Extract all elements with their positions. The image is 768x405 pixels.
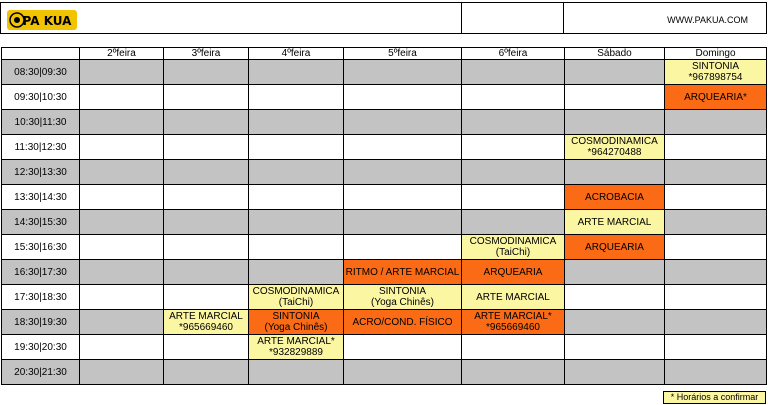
pakua-logo bbox=[7, 10, 77, 30]
empty-cell bbox=[344, 235, 462, 260]
time-slot: 19:30|20:30 bbox=[2, 335, 80, 360]
empty-cell bbox=[665, 335, 767, 360]
empty-cell bbox=[249, 235, 344, 260]
empty-cell bbox=[249, 60, 344, 85]
empty-cell bbox=[249, 260, 344, 285]
class-cell: ARTE MARCIAL *965669460 bbox=[164, 310, 249, 335]
time-slot: 17:30|18:30 bbox=[2, 285, 80, 310]
time-row bbox=[2, 260, 767, 285]
header-bar bbox=[0, 2, 768, 35]
time-slot: 12:30|13:30 bbox=[2, 160, 80, 185]
empty-cell bbox=[565, 285, 665, 310]
day-header: 6ºfeira bbox=[462, 48, 565, 60]
empty-cell bbox=[80, 335, 164, 360]
empty-cell bbox=[665, 310, 767, 335]
empty-cell bbox=[80, 135, 164, 160]
class-cell: SINTONIA *967898754 bbox=[665, 60, 767, 85]
empty-cell bbox=[665, 285, 767, 310]
empty-cell bbox=[462, 160, 565, 185]
empty-cell bbox=[164, 360, 249, 385]
empty-cell bbox=[665, 185, 767, 210]
time-slot: 15:30|16:30 bbox=[2, 235, 80, 260]
class-cell: COSMODINAMICA *964270488 bbox=[565, 135, 665, 160]
empty-cell bbox=[80, 260, 164, 285]
class-cell: ARQUEARIA bbox=[462, 260, 565, 285]
empty-cell bbox=[164, 210, 249, 235]
day-header: 3ºfeira bbox=[164, 48, 249, 60]
empty-cell bbox=[665, 260, 767, 285]
empty-cell bbox=[462, 360, 565, 385]
empty-cell bbox=[249, 185, 344, 210]
schedule-table bbox=[1, 47, 767, 385]
empty-cell bbox=[164, 260, 249, 285]
class-cell: ARTE MARCIAL* *965669460 bbox=[462, 310, 565, 335]
empty-cell bbox=[249, 360, 344, 385]
time-row bbox=[2, 60, 767, 85]
empty-cell bbox=[462, 135, 565, 160]
empty-cell bbox=[80, 60, 164, 85]
time-row bbox=[2, 235, 767, 260]
time-row bbox=[2, 285, 767, 310]
empty-cell bbox=[462, 210, 565, 235]
empty-cell bbox=[665, 235, 767, 260]
empty-cell bbox=[249, 85, 344, 110]
empty-cell bbox=[565, 360, 665, 385]
empty-cell bbox=[80, 235, 164, 260]
time-slot: 20:30|21:30 bbox=[2, 360, 80, 385]
time-row bbox=[2, 135, 767, 160]
day-header: Sábado bbox=[565, 48, 665, 60]
empty-cell bbox=[249, 160, 344, 185]
empty-cell bbox=[164, 335, 249, 360]
empty-cell bbox=[164, 110, 249, 135]
time-row bbox=[2, 310, 767, 335]
header-logo-box bbox=[0, 2, 462, 34]
empty-cell bbox=[565, 260, 665, 285]
empty-cell bbox=[462, 185, 565, 210]
class-cell: RITMO / ARTE MARCIAL bbox=[344, 260, 462, 285]
empty-cell bbox=[665, 110, 767, 135]
class-cell: ARTE MARCIAL* *932829889 bbox=[249, 335, 344, 360]
empty-cell bbox=[665, 160, 767, 185]
empty-cell bbox=[344, 110, 462, 135]
time-row bbox=[2, 335, 767, 360]
empty-cell bbox=[344, 210, 462, 235]
empty-cell bbox=[164, 85, 249, 110]
empty-cell bbox=[80, 210, 164, 235]
empty-cell bbox=[565, 60, 665, 85]
empty-cell bbox=[80, 185, 164, 210]
empty-cell bbox=[80, 160, 164, 185]
time-slot: 18:30|19:30 bbox=[2, 310, 80, 335]
time-row bbox=[2, 110, 767, 135]
empty-cell bbox=[344, 185, 462, 210]
empty-cell bbox=[344, 335, 462, 360]
header-empty-box bbox=[461, 2, 564, 34]
time-slot: 13:30|14:30 bbox=[2, 185, 80, 210]
time-slot: 10:30|11:30 bbox=[2, 110, 80, 135]
class-cell: COSMODINAMICA (TaiChi) bbox=[462, 235, 565, 260]
time-slot: 14:30|15:30 bbox=[2, 210, 80, 235]
empty-cell bbox=[249, 210, 344, 235]
empty-cell bbox=[80, 285, 164, 310]
empty-cell bbox=[462, 335, 565, 360]
time-slot: 16:30|17:30 bbox=[2, 260, 80, 285]
class-cell: ARTE MARCIAL bbox=[462, 285, 565, 310]
header-url-box bbox=[563, 2, 767, 34]
time-row bbox=[2, 160, 767, 185]
empty-cell bbox=[565, 110, 665, 135]
time-slot: 11:30|12:30 bbox=[2, 135, 80, 160]
time-slot: 08:30|09:30 bbox=[2, 60, 80, 85]
empty-cell bbox=[344, 360, 462, 385]
class-cell: ACRO/COND. FÍSICO bbox=[344, 310, 462, 335]
day-header: 5ºfeira bbox=[344, 48, 462, 60]
empty-cell bbox=[164, 235, 249, 260]
class-cell: ARTE MARCIAL bbox=[565, 210, 665, 235]
empty-cell bbox=[164, 60, 249, 85]
empty-cell bbox=[344, 135, 462, 160]
empty-cell bbox=[80, 360, 164, 385]
day-header: 2ºfeira bbox=[80, 48, 164, 60]
time-row bbox=[2, 360, 767, 385]
empty-cell bbox=[344, 85, 462, 110]
empty-cell bbox=[249, 135, 344, 160]
empty-cell bbox=[80, 110, 164, 135]
empty-cell bbox=[344, 160, 462, 185]
corner-cell bbox=[2, 48, 80, 60]
footnote: * Horários a confirmar bbox=[663, 391, 766, 404]
empty-cell bbox=[565, 310, 665, 335]
empty-cell bbox=[565, 160, 665, 185]
empty-cell bbox=[164, 185, 249, 210]
empty-cell bbox=[462, 60, 565, 85]
logo-text: PA KUA bbox=[22, 14, 72, 28]
day-header: Domingo bbox=[665, 48, 767, 60]
day-header: 4ºfeira bbox=[249, 48, 344, 60]
empty-cell bbox=[164, 135, 249, 160]
empty-cell bbox=[665, 135, 767, 160]
time-slot: 09:30|10:30 bbox=[2, 85, 80, 110]
class-cell: ARQUEARIA bbox=[565, 235, 665, 260]
empty-cell bbox=[462, 85, 565, 110]
time-row bbox=[2, 210, 767, 235]
class-cell: ARQUEARIA* bbox=[665, 85, 767, 110]
empty-cell bbox=[462, 110, 565, 135]
empty-cell bbox=[665, 210, 767, 235]
website-url: WWW.PAKUA.COM bbox=[667, 15, 748, 25]
class-cell: SINTONIA (Yoga Chinês) bbox=[344, 285, 462, 310]
class-cell: ACROBACIA bbox=[565, 185, 665, 210]
empty-cell bbox=[80, 85, 164, 110]
empty-cell bbox=[344, 60, 462, 85]
class-cell: SINTONIA (Yoga Chinês) bbox=[249, 310, 344, 335]
time-row bbox=[2, 185, 767, 210]
empty-cell bbox=[80, 310, 164, 335]
empty-cell bbox=[249, 110, 344, 135]
empty-cell bbox=[565, 85, 665, 110]
empty-cell bbox=[665, 360, 767, 385]
class-cell: COSMODINAMICA (TaiChi) bbox=[249, 285, 344, 310]
empty-cell bbox=[565, 335, 665, 360]
empty-cell bbox=[164, 285, 249, 310]
day-header-row bbox=[2, 48, 767, 60]
empty-cell bbox=[164, 160, 249, 185]
time-row bbox=[2, 85, 767, 110]
